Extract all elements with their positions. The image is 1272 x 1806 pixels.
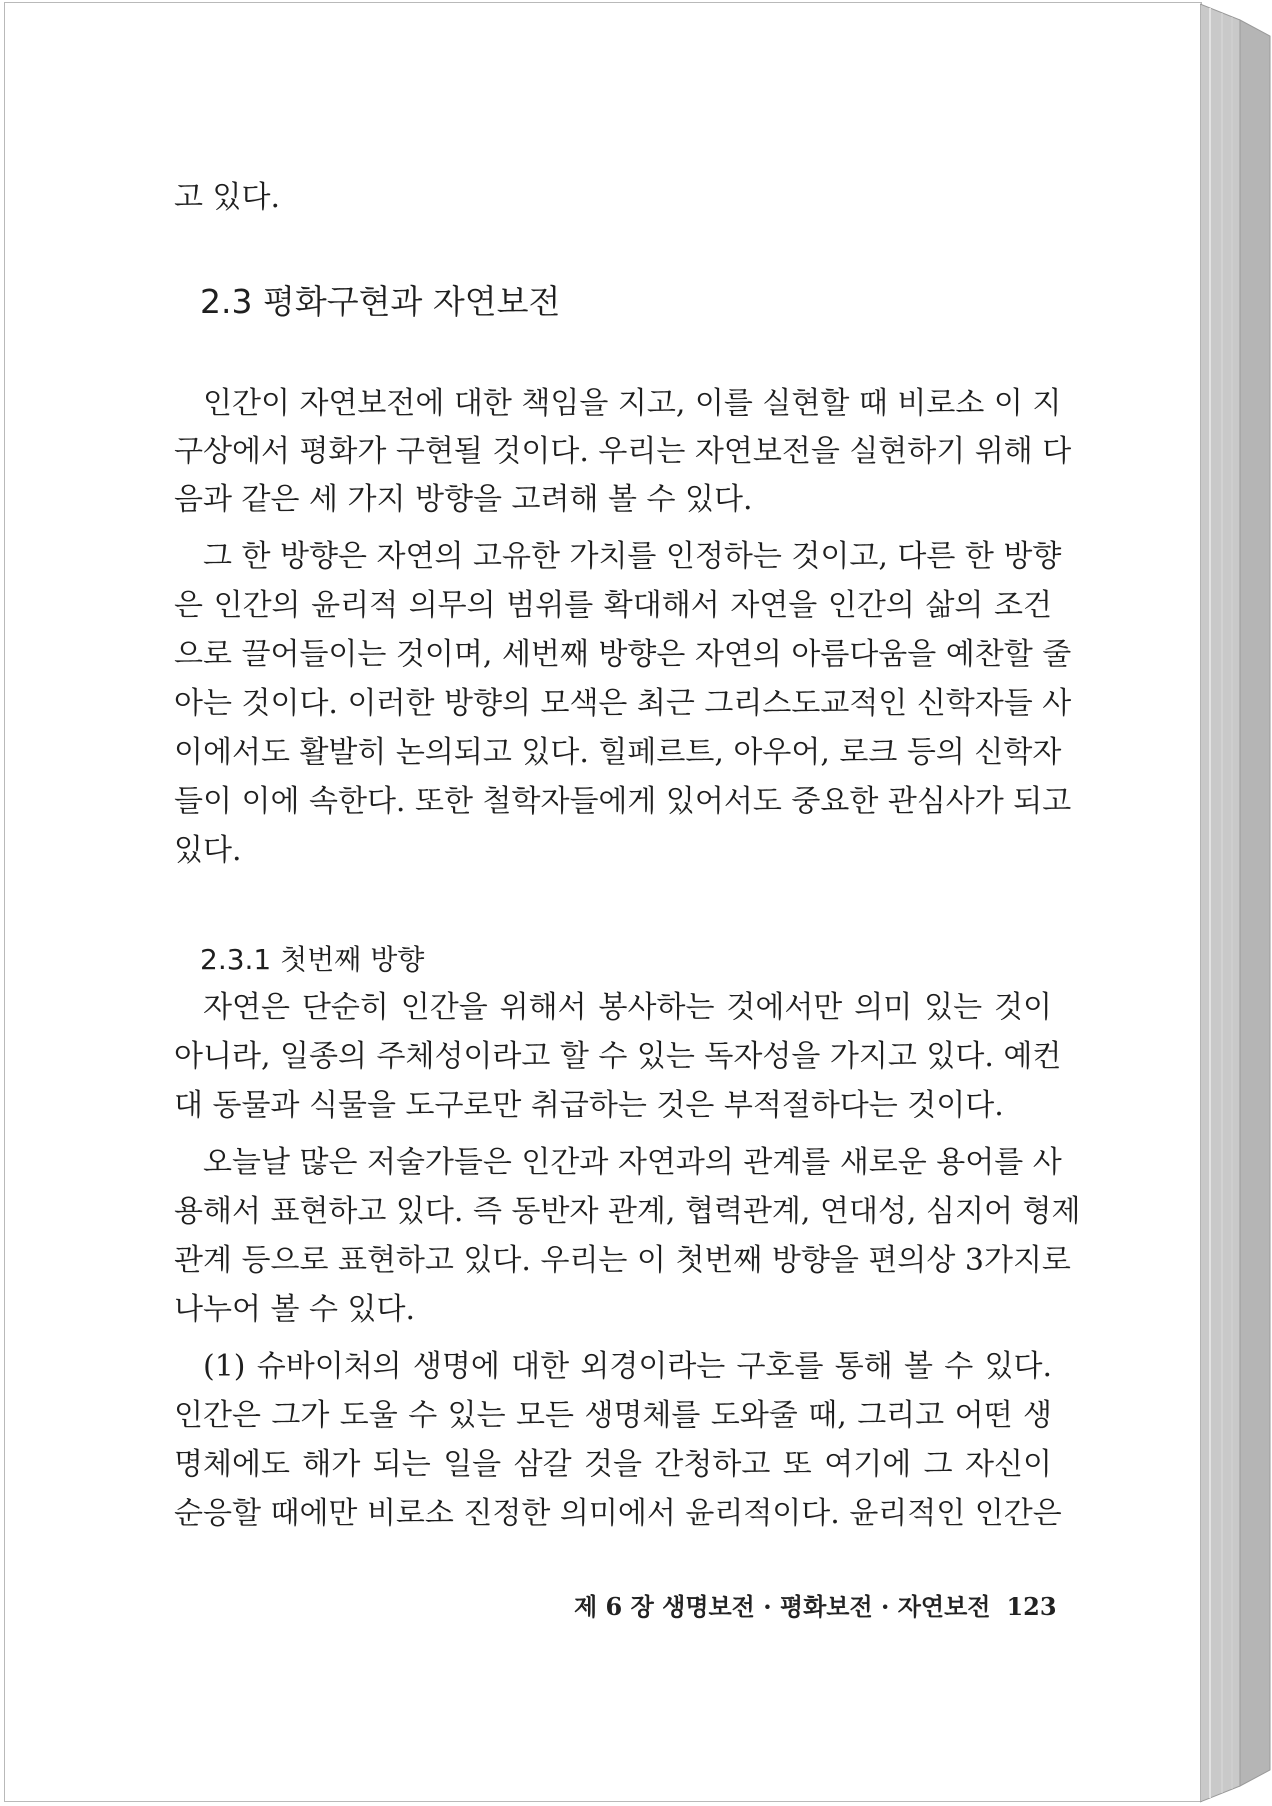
- body-line: 자연은 단순히 인간을 위해서 봉사하는 것에서만 의미 있는 것이: [203, 990, 1052, 1025]
- body-line: 순응할 때에만 비로소 진정한 의미에서 윤리적이다. 윤리적인 인간은: [174, 1496, 1062, 1531]
- body-line: 인간은 그가 도울 수 있는 모든 생명체를 도와줄 때, 그리고 어떤 생: [174, 1398, 1052, 1433]
- body-line: 그 한 방향은 자연의 고유한 가치를 인정하는 것이고, 다른 한 방향: [203, 539, 1062, 574]
- chapter-title: 제 6 장 생명보전 · 평화보전 · 자연보전: [574, 1592, 991, 1621]
- body-line: 인간이 자연보전에 대한 책임을 지고, 이를 실현할 때 비로소 이 지: [203, 386, 1062, 421]
- body-line: 이에서도 활발히 논의되고 있다. 힐페르트, 아우어, 로크 등의 신학자: [174, 735, 1062, 770]
- body-line: 음과 같은 세 가지 방향을 고려해 볼 수 있다.: [174, 482, 753, 517]
- section-heading: 2.3 평화구현과 자연보전: [200, 282, 561, 321]
- body-line: 은 인간의 윤리적 의무의 범위를 확대해서 자연을 인간의 삶의 조건: [174, 588, 1052, 623]
- body-line: 아는 것이다. 이러한 방향의 모색은 최근 그리스도교적인 신학자들 사: [174, 686, 1072, 721]
- running-footer: [574, 1591, 1057, 1623]
- body-line: 으로 끌어들이는 것이며, 세번째 방향은 자연의 아름다움을 예찬할 줄: [174, 637, 1072, 672]
- body-line: 들이 이에 속한다. 또한 철학자들에게 있어서도 중요한 관심사가 되고: [174, 784, 1072, 819]
- body-line: 오늘날 많은 저술가들은 인간과 자연과의 관계를 새로운 용어를 사: [203, 1145, 1062, 1180]
- body-line: 있다.: [174, 833, 242, 868]
- subsection-heading: 2.3.1 첫번째 방향: [200, 943, 425, 976]
- body-line: 관계 등으로 표현하고 있다. 우리는 이 첫번째 방향을 편의상 3가지로: [174, 1243, 1071, 1278]
- body-line: (1) 슈바이처의 생명에 대한 외경이라는 구호를 통해 볼 수 있다.: [203, 1349, 1052, 1384]
- body-line: 대 동물과 식물을 도구로만 취급하는 것은 부적절하다는 것이다.: [174, 1088, 1004, 1123]
- body-line: 아니라, 일종의 주체성이라고 할 수 있는 독자성을 가지고 있다. 예컨: [174, 1039, 1062, 1074]
- body-line: 구상에서 평화가 구현될 것이다. 우리는 자연보전을 실현하기 위해 다: [174, 434, 1072, 469]
- body-line: 명체에도 해가 되는 일을 삼갈 것을 간청하고 또 여기에 그 자신이: [174, 1447, 1052, 1482]
- body-line: 고 있다.: [174, 180, 281, 215]
- body-line: 나누어 볼 수 있다.: [174, 1292, 416, 1327]
- page-stack-edge-graphic: [1200, 0, 1272, 1806]
- body-line: 용해서 표현하고 있다. 즉 동반자 관계, 협력관계, 연대성, 심지어 형제: [174, 1194, 1081, 1229]
- page-number: 123: [1006, 1592, 1057, 1621]
